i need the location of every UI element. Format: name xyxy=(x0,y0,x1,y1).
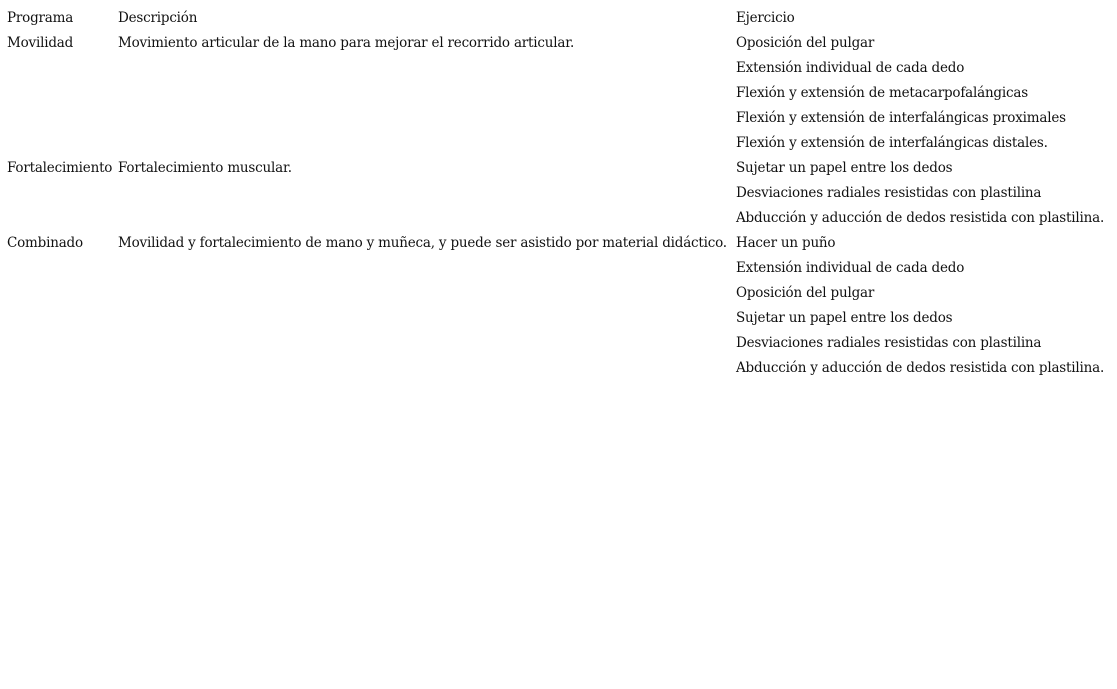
table-row xyxy=(0,180,1117,205)
program-description: Fortalecimiento muscular. xyxy=(118,159,292,176)
exercise-item: Flexión y extensión de metacarpofalángicas xyxy=(736,84,1028,101)
exercise-item: Sujetar un papel entre los dedos xyxy=(736,159,953,176)
exercise-item: Desviaciones radiales resistidas con plastilina xyxy=(736,334,1042,351)
header-descripcion: Descripción xyxy=(118,9,198,26)
program-description: Movilidad y fortalecimiento de mano y muñeca, y puede ser asistido por material didáctico. xyxy=(118,234,727,251)
program-name: Movilidad xyxy=(7,34,74,51)
exercise-item: Extensión individual de cada dedo xyxy=(736,259,965,276)
table-row xyxy=(0,280,1117,305)
program-description: Movimiento articular de la mano para mejorar el recorrido articular. xyxy=(118,34,575,51)
table-row xyxy=(0,155,1117,180)
table-row xyxy=(0,130,1117,155)
table-row xyxy=(0,330,1117,355)
header-ejercicio: Ejercicio xyxy=(736,9,795,26)
exercise-item: Oposición del pulgar xyxy=(736,284,875,301)
exercise-item: Flexión y extensión de interfalángicas distales. xyxy=(736,134,1048,151)
header-programa: Programa xyxy=(7,9,74,26)
exercise-item: Sujetar un papel entre los dedos xyxy=(736,309,953,326)
table-row xyxy=(0,230,1117,255)
exercise-item: Desviaciones radiales resistidas con plastilina xyxy=(736,184,1042,201)
table-row xyxy=(0,205,1117,230)
table-row xyxy=(0,105,1117,130)
table-row xyxy=(0,355,1117,380)
table-row xyxy=(0,255,1117,280)
exercise-program-table xyxy=(0,5,1117,380)
exercise-item: Hacer un puño xyxy=(736,234,836,251)
table-row xyxy=(0,305,1117,330)
exercise-item: Oposición del pulgar xyxy=(736,34,875,51)
exercise-item: Extensión individual de cada dedo xyxy=(736,59,965,76)
table-row xyxy=(0,80,1117,105)
table-row xyxy=(0,30,1117,55)
exercise-item: Abducción y aducción de dedos resistida con plastilina. xyxy=(736,359,1105,376)
program-name: Combinado xyxy=(7,234,83,251)
program-name: Fortalecimiento xyxy=(7,159,113,176)
header-row xyxy=(0,5,1117,30)
exercise-item: Flexión y extensión de interfalángicas proximales xyxy=(736,109,1066,126)
table-row xyxy=(0,55,1117,80)
exercise-item: Abducción y aducción de dedos resistida con plastilina. xyxy=(736,209,1105,226)
